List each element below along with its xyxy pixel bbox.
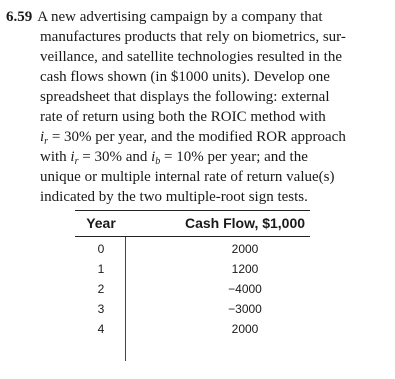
table-column-separator bbox=[125, 237, 126, 361]
table-header-rule bbox=[75, 236, 310, 237]
math-subscript-b: b bbox=[155, 156, 161, 167]
math-subscript-r: r bbox=[44, 136, 49, 147]
table-cell-year: 3 bbox=[97, 302, 105, 316]
problem-line-8: with $i_r = 30\%$ and $i_b = 10\%$ per year; and the bbox=[40, 149, 308, 167]
table-cell-cash-flow: 1200 bbox=[231, 262, 259, 276]
problem-line-5: spreadsheet that displays the following: external bbox=[40, 89, 330, 105]
header-cash-flow: Cash Flow, $1,000 bbox=[184, 215, 306, 231]
header-year: Year bbox=[86, 215, 116, 231]
table-cell-year: 0 bbox=[97, 242, 105, 256]
problem-line-3: veillance, and satellite technologies resulted in the bbox=[40, 49, 342, 65]
problem-line-9: unique or multiple internal rate of return value(s) bbox=[40, 169, 335, 185]
table-cell-year: 1 bbox=[97, 262, 105, 276]
math-i: i bbox=[40, 129, 45, 145]
math-subscript-r: r bbox=[74, 156, 79, 167]
problem-line-2: manufactures products that rely on biometrics, sur- bbox=[40, 29, 346, 45]
table-cell-cash-flow: −3000 bbox=[228, 302, 262, 316]
math-i: i bbox=[70, 149, 75, 165]
table-cell-year: 4 bbox=[97, 322, 105, 336]
problem-number: 6.59 bbox=[6, 9, 33, 25]
problem-line-4: cash flows shown (in $1000 units). Develop one bbox=[40, 69, 330, 85]
table-cell-cash-flow: 2000 bbox=[231, 322, 259, 336]
math-i: i bbox=[151, 149, 156, 165]
problem-line-1: 6.59 A new advertising campaign by a company that bbox=[6, 9, 323, 25]
problem-line-10: indicated by the two multiple-root sign tests. bbox=[40, 189, 308, 205]
table-cell-cash-flow: 2000 bbox=[231, 242, 259, 256]
problem-line-6: rate of return using both the ROIC method with bbox=[40, 109, 326, 125]
table-cell-year: 2 bbox=[97, 282, 105, 296]
table-cell-cash-flow: −4000 bbox=[228, 282, 262, 296]
problem-line-7: $i_r = 30\%$ per year, and the modified ROR approach bbox=[40, 129, 346, 147]
